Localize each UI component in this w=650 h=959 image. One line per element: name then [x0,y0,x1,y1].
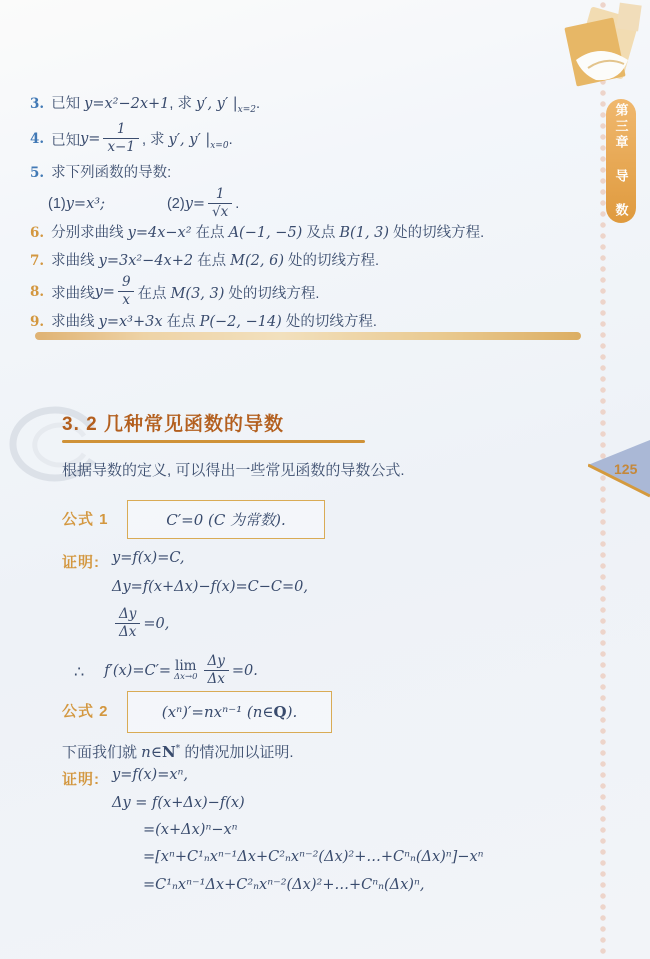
fraction-denominator: √x [208,203,232,221]
fraction [115,607,140,640]
proof2-line2: Δy = f(x+Δx)−f(x) [112,795,245,811]
math-expression: P(−2, −14) [199,314,282,330]
page-number-flag [588,438,650,505]
intro-paragraph: 根据导数的定义, 可以得出一些常见函数的导数公式. [62,462,405,479]
fraction [118,275,135,308]
math-expression: y′, y′ | [168,131,211,148]
proof1-line2: Δy=f(x+Δx)−f(x)=C−C=0, [112,579,308,595]
item-text: 处的切线方程. [281,314,377,330]
math-expression: M(2, 6) [230,253,285,269]
item-text: . [256,96,261,112]
item-text: 及点 [302,225,340,241]
fraction [204,654,229,687]
chapter-tab-label: 第三章 导 数 [613,103,629,219]
item-tail [138,282,320,303]
item-tail [142,128,233,151]
item-text: 分别求曲线 [51,225,128,241]
item-text: 处的切线方程. [224,285,320,302]
section-heading: 3. 2 几种常见函数的导数 [62,414,284,435]
fraction-denominator: x [118,291,134,309]
therefore-symbol: ∴ [74,661,85,681]
item-number: 5. [30,165,45,181]
exercise-item-5-parts [48,183,239,225]
note-text: 下面我们就 [62,744,142,761]
item-text: . [235,196,240,212]
item-text: 处的切线方程. [389,225,485,241]
fraction-denominator: Δx [115,623,140,641]
item-text: , 求 [169,96,196,112]
item-number: 6. [30,225,45,241]
item-text: 处的切线方程. [284,253,380,269]
exercise-item-9 [30,310,377,331]
math-expression: y=4x−x² [127,225,192,241]
flag-triangle-icon [588,438,650,500]
folded-paper-icon [548,0,648,100]
exercise-item-8 [30,271,319,313]
item-number: 8. [30,284,45,300]
math-expression: M(3, 3) [170,285,225,302]
math-superscript: * [175,744,181,754]
limit-word: lim [175,657,197,674]
item-text: 在点 [191,225,229,241]
fraction-numerator: 1 [116,121,126,138]
item-text: 在点 [193,253,231,269]
proof1-line3 [112,602,169,646]
exercise-item-3 [30,92,260,115]
formula1-box [127,500,325,539]
exercise-item-7 [30,249,379,270]
math-expression: n∈ [141,743,162,761]
note-text: 的情况加以证明. [180,744,294,761]
limit-operator [174,657,198,683]
part-label: (2) [166,196,185,212]
math-setN: N [161,743,176,761]
formula1-label: 公式 1 [62,511,109,528]
item-text: 求曲线 [51,253,99,269]
math-expression: A(−1, −5) [228,225,303,241]
math-expression: y= [184,196,206,212]
math-expression: =0, [143,616,170,632]
item-text: 求下列函数的导数: [51,165,172,181]
math-expression: y=3x²−4x+2 [98,253,194,269]
page-number: 125 [614,461,638,477]
formula2-content: (xⁿ)′=nxⁿ⁻¹ (n∈ [161,703,274,721]
proof1-line1: y=f(x)=C, [112,550,185,566]
fraction-numerator: Δy [207,653,225,670]
math-expression: y=x³+3x [98,314,163,330]
math-expression: y′, y′ | [195,96,238,112]
fraction [103,122,139,155]
fraction-numerator: 1 [215,186,225,203]
fraction-denominator: x−1 [103,138,139,156]
exercise-item-5 [30,161,171,182]
proof2-line1: y=f(x)=xⁿ, [112,767,189,783]
proof1-label: 证明: [62,554,100,571]
proof2-label: 证明: [62,771,100,788]
formula2-content: ). [286,703,298,721]
part-label: (1) [48,196,66,212]
limit-condition: Δx→0 [174,672,198,683]
section-divider-band [35,332,581,340]
proof2-line3: =(x+Δx)ⁿ−xⁿ [143,822,238,838]
chapter-tab [606,99,636,223]
fraction [208,187,232,220]
math-expression: y=x²−2x+1 [84,96,170,112]
math-expression: y= [94,284,115,300]
fraction-denominator: Δx [204,670,229,688]
fraction-numerator: Δy [119,606,137,623]
item-text: , 求 [141,131,169,148]
item-number: 3. [30,96,45,112]
heading-underline [62,440,365,443]
math-subscript: x=0 [210,140,229,151]
item-number: 9. [30,314,45,330]
proof2-line4: =[xⁿ+C¹ₙxⁿ⁻¹Δx+C²ₙxⁿ⁻²(Δx)²+…+Cⁿₙ(Δx)ⁿ]−xⁿ [143,849,484,865]
formula2-label: 公式 2 [62,703,109,720]
item-text: 在点 [137,285,171,302]
item-text: 求曲线 [51,314,99,330]
item-number: 7. [30,253,45,269]
math-expression: =0. [231,663,258,679]
formula1-content: C′=0 (C 为常数). [166,511,286,529]
formula2-setQ: Q [273,703,287,721]
math-expression: y=x³; [65,196,105,212]
item-number: 4. [30,131,45,147]
folded-paper-decoration [548,0,648,105]
item-text: 求曲线 [51,285,95,302]
exercise-item-6 [30,221,484,242]
item-text: 在点 [162,314,200,330]
item-text: 已知 [51,132,81,149]
item-text: . [228,131,233,148]
formula2-box [127,691,332,733]
math-expression: y= [80,131,101,147]
math-subscript: x=2 [237,104,257,115]
note-line [62,741,294,762]
exercise-item-4 [30,118,233,160]
proof1-conclusion [74,648,258,694]
proof2-line5: =C¹ₙxⁿ⁻¹Δx+C²ₙxⁿ⁻²(Δx)²+…+Cⁿₙ(Δx)ⁿ, [143,877,425,893]
math-expression: f′(x)=C′= [104,663,172,679]
item-text: 已知 [51,96,85,112]
fraction-numerator: 9 [121,274,131,291]
math-expression: B(1, 3) [339,225,390,241]
